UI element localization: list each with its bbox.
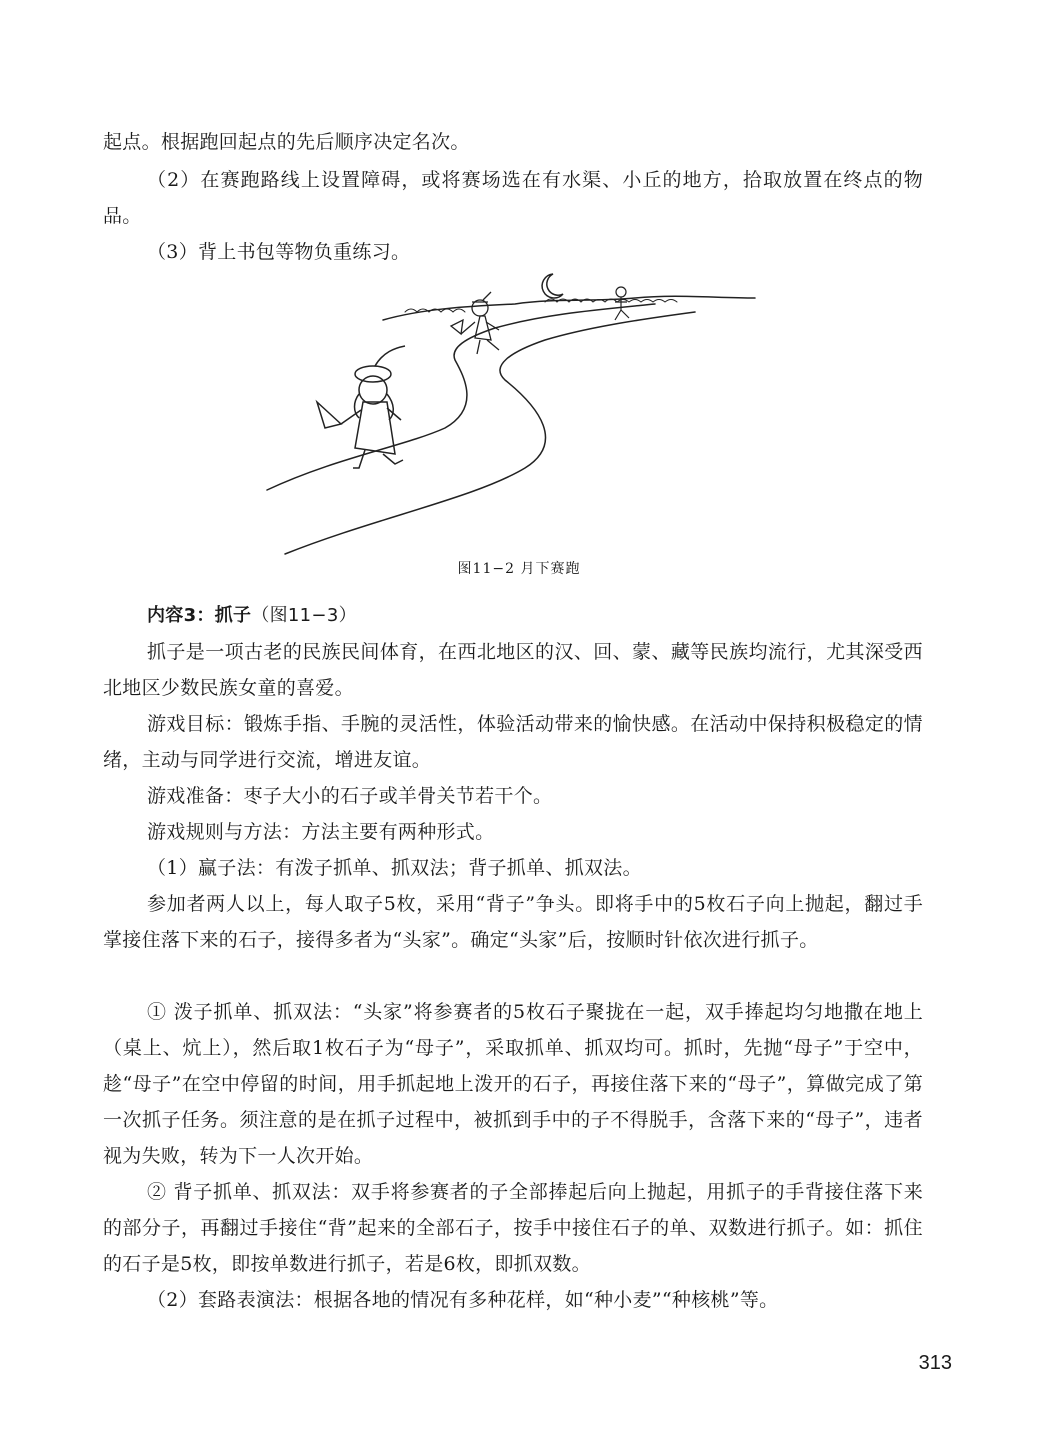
moon-race-illustration [255, 268, 765, 560]
far-runner-figure [615, 287, 629, 320]
page-number: 313 [918, 1352, 952, 1374]
crescent-moon-icon [542, 274, 563, 298]
horizon-line [383, 296, 755, 320]
paragraph-game-prep: 游戏准备：枣子大小的石子或羊骨关节若干个。 [147, 785, 553, 807]
section-heading [103, 598, 923, 634]
middle-runner-figure [451, 292, 499, 354]
section-heading-figure-ref: （图11−3） [251, 605, 357, 626]
paragraph-rules-intro: 游戏规则与方法：方法主要有两种形式。 [147, 821, 495, 843]
paragraph-method-1b: ② 背子抓单、抓双法：双手将参赛者的子全部捧起后向上抛起，用抓子的手背接住落下来的部分子，再翻过手接住“背”起来的全部石子，按手中接住石子的单、双数进行抓子。如：抓住的石子是5枚，即按单数进行抓子，若是6枚，即抓双数。 [103, 1181, 923, 1275]
road-edge-right [285, 312, 695, 554]
paragraph-method-1a: ① 泼子抓单、抓双法：“头家”将参赛者的5枚石子聚拢在一起，双手捧起均匀地撒在地上（桌上、炕上），然后取1枚石子为“母子”，采取抓单、抓双均可。抓时，先抛“母子”于空中，趁“母子”在空中停留的时间，用手抓起地上泼开的石子，再接住落下来的“母子”，算做完成了第一次抓子任务。须注意的是在抓子过程中，被抓到手中的子不得脱手，含落下来的“母子”，违者视为失败，转为下一人次开始。 [103, 1001, 923, 1167]
paragraph-continuation: 起点。根据跑回起点的先后顺序决定名次。 [103, 131, 470, 153]
paragraph-intro: 抓子是一项古老的民族民间体育，在西北地区的汉、回、蒙、藏等民族均流行，尤其深受西北地区少数民族女童的喜爱。 [103, 641, 923, 699]
front-runner-figure [317, 346, 405, 468]
figure-caption: 图11−2 月下赛跑 [457, 561, 581, 577]
section-heading-label: 内容3：抓子 [147, 605, 252, 626]
paragraph-obstacle-variant: （2）在赛跑路线上设置障碍，或将赛场选在有水渠、小丘的地方，拾取放置在终点的物品。 [103, 169, 923, 227]
paragraph-method-2: （2）套路表演法：根据各地的情况有多种花样，如“种小麦”“种核桃”等。 [147, 1289, 779, 1311]
paragraph-method-1-detail: 参加者两人以上，每人取子5枚，采用“背子”争头。即将手中的5枚石子向上抛起，翻过手掌接住落下来的石子，接得多者为“头家”。确定“头家”后，按顺时针依次进行抓子。 [103, 893, 923, 951]
paragraph-method-1: （1）赢子法：有泼子抓单、抓双法；背子抓单、抓双法。 [147, 857, 642, 879]
paragraph-weight-variant: （3）背上书包等物负重练习。 [147, 241, 411, 263]
paragraph-game-goal: 游戏目标：锻炼手指、手腕的灵活性，体验活动带来的愉快感。在活动中保持积极稳定的情绪，主动与同学进行交流，增进友谊。 [103, 713, 923, 771]
